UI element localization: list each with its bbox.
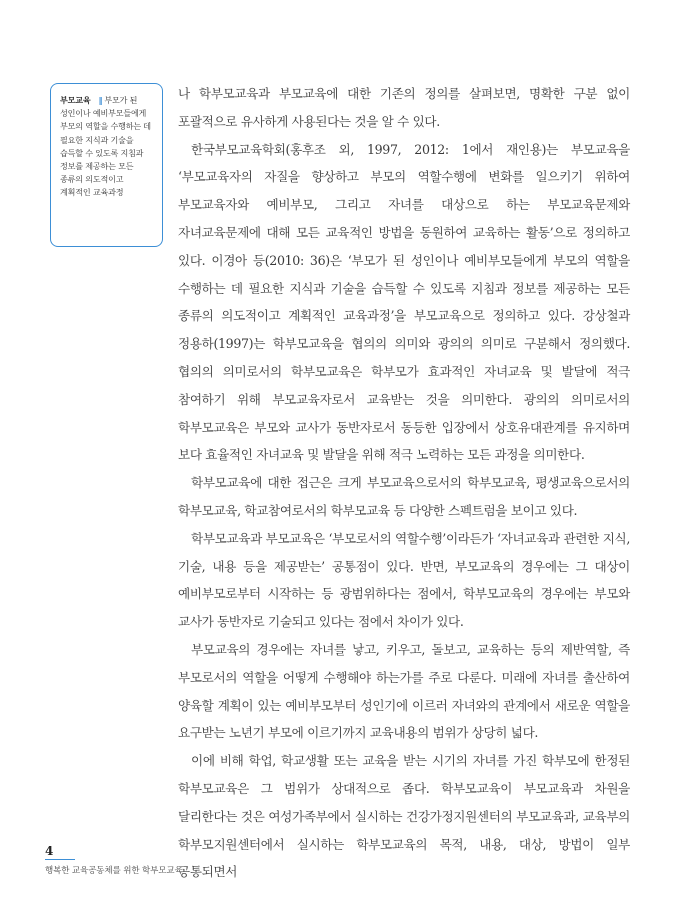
page-number: 4 — [45, 844, 54, 858]
paragraph: 한국부모교육학회(홍후조 외, 1997, 2012: 1에서 재인용)는 부모교육을 ‘부모교육자의 자질을 향상하고 부모의 역할수행에 변화를 일으키기 위하여 부모교육자와 예비부모, 그리고 자녀를 대상으로 하는 부모교육문제와 자녀교육문제에 대해 모든 교육적인 방법을 동원하여 교육하는 활동’으로 정의하고 있다. 이경아 등(2010: 36)은 ‘부모가 된 성인이나 예비부모들에게 부모의 역할을 수행하는 데 필요한 지식과 기술을 습득할 수 있도록 지침과 정보를 제공하는 모든 종류의 의도적이고 계획적인 교육과정’을 부모교육으로 정의하고 있다. 강상철과 정용하(1997)는 학부모교육을 협의의 의미와 광의의 의미로 구분해서 정의했다. 협의의 의미로서의 학부모교육은 학부모가 효과적인 자녀교육 및 발달에 적극 참여하기 위해 부모교육자로서 교육받는 것을 의미한다. 광의의 의미로서의 학부모교육은 부모와 교사가 동반자로서 동등한 입장에서 상호유대관계를 유지하며 보다 효율적인 자녀교육 및 발달을 위해 적극 노력하는 모든 과정을 의미한다. — [178, 141, 630, 463]
paragraph: 나 학부모교육과 부모교육에 대한 기존의 정의를 살펴보면, 명확한 구분 없이 포괄적으로 유사하게 사용된다는 것을 알 수 있다. — [178, 86, 630, 129]
running-footer-title: 행복한 교육공동체를 위한 학부모교육 — [45, 866, 183, 876]
footer-divider — [45, 859, 75, 860]
paragraph: 학부모교육에 대한 접근은 크게 부모교육으로서의 학부모교육, 평생교육으로서의 학부모교육, 학교참여로서의 학부모교육 등 다양한 스펙트럼을 보이고 있다. — [178, 475, 630, 518]
glossary-definition: 부모가 된 성인이나 예비부모들에게 부모의 역할을 수행하는 데 필요한 지식과 기술을 습득할 수 있도록 지침과 정보를 제공하는 모든 종류의 의도적이고 계획적인 교육과정 — [60, 95, 151, 198]
glossary-separator: ‖ — [98, 95, 103, 105]
paragraph: 학부모교육과 부모교육은 ‘부모로서의 역할수행’이라든가 ‘자녀교육과 관련한 지식, 기술, 내용 등을 제공받는’ 공통점이 있다. 반면, 부모교육의 경우에는 그 대상이 예비부모로부터 시작하는 등 광범위하다는 점에서, 학부모교육의 경우에는 부모와 교사가 동반자로 기술되고 있다는 점에서 차이가 있다. — [178, 530, 630, 630]
paragraph: 부모교육의 경우에는 자녀를 낳고, 키우고, 돌보고, 교육하는 등의 제반역할, 즉 부모로서의 역할을 어떻게 수행해야 하는가를 주로 다룬다. 미래에 자녀를 출산하여 양육할 계획이 있는 예비부모부터 성인기에 이르러 자녀와의 관계에서 새로운 역할을 요구받는 노년기 부모에 이르기까지 교육내용의 범위가 상당히 넓다. — [178, 641, 630, 741]
glossary-term: 부모교육 — [60, 95, 91, 105]
glossary-box — [50, 83, 163, 247]
paragraph: 이에 비해 학업, 학교생활 또는 교육을 받는 시기의 자녀를 가진 학부모에 한정된 학부모교육은 그 범위가 상대적으로 좁다. 학부모교육이 부모교육과 차원을 달리한다는 것은 여성가족부에서 실시하는 건강가정지원센터의 부모교육과, 교육부의 학부모지원센터에서 실시하는 학부모교육의 목적, 내용, 대상, 방법이 일부 공통되면서 — [178, 753, 630, 880]
body-text — [178, 80, 630, 886]
